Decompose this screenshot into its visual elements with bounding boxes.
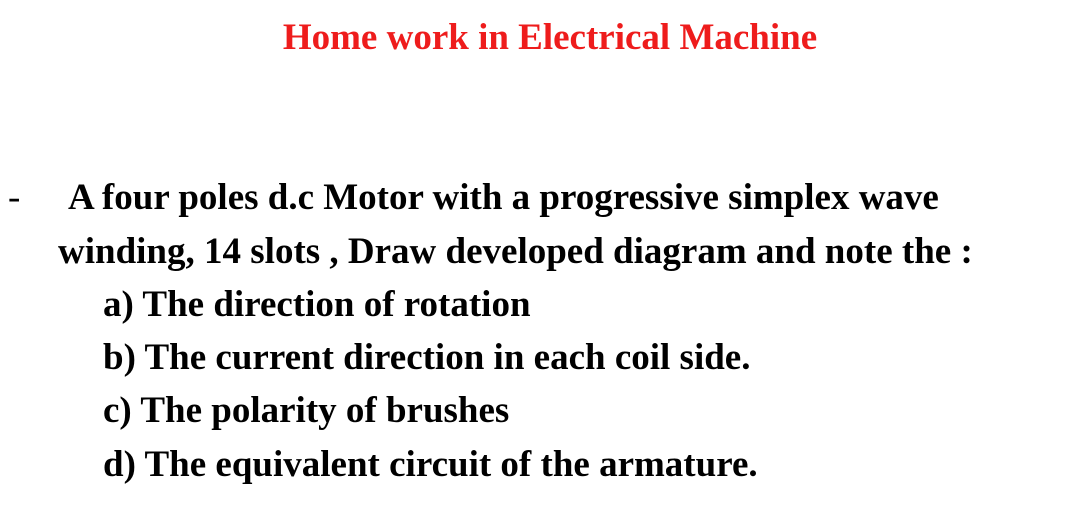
page-title: Home work in Electrical Machine <box>282 17 818 58</box>
list-item-c: c) The polarity of brushes <box>103 390 510 431</box>
list-item-d: d) The equivalent circuit of the armature. <box>103 444 758 485</box>
list-item-a: a) The direction of rotation <box>103 284 531 325</box>
list-item-b: b) The current direction in each coil side. <box>103 337 751 378</box>
question-line-2: winding, 14 slots , Draw developed diagram and note the : <box>58 231 973 272</box>
question-line-1: A four poles d.c Motor with a progressive simplex wave <box>68 177 939 218</box>
bullet-dash: - <box>8 177 21 218</box>
